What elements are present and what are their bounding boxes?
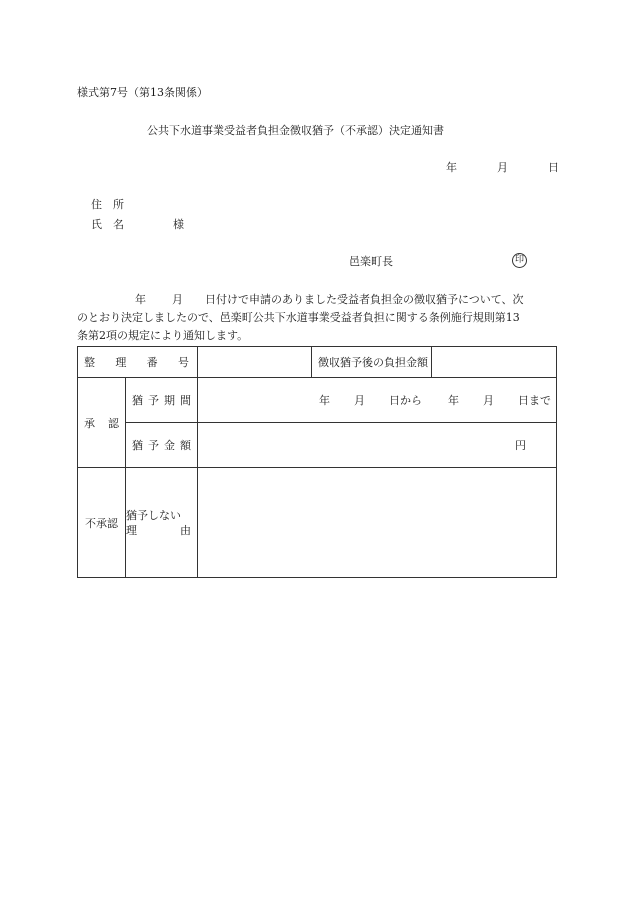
deferral-amount-field[interactable] <box>198 423 557 468</box>
reference-number-field[interactable] <box>198 347 312 378</box>
form-number: 様式第7号（第13条関係） <box>77 86 208 99</box>
amount-after-deferral-field[interactable] <box>432 347 557 378</box>
deferral-period-label: 猶 予 期 間 <box>126 378 198 423</box>
deferral-amount-label: 猶 予 金 額 <box>126 423 198 468</box>
document-title: 公共下水道事業受益者負担金徴収猶予（不承認）決定通知書 <box>147 124 444 137</box>
address-label: 住 所 <box>91 198 124 211</box>
date-year: 年 <box>446 161 457 174</box>
date-month: 月 <box>497 161 508 174</box>
amount-after-deferral-label: 徴収猶予後の負担金額 <box>312 347 432 378</box>
date-line <box>446 162 559 173</box>
non-deferral-reason-field[interactable] <box>198 468 557 578</box>
seal-mark: 印 <box>512 253 527 268</box>
yen-unit: 円 <box>515 439 526 452</box>
date-day: 日 <box>548 161 559 174</box>
honorific: 様 <box>173 218 184 231</box>
name-label: 氏 名 <box>91 218 124 231</box>
non-deferral-reason-label: 猶予しない 理 由 <box>126 468 198 578</box>
reference-number-label: 整 理 番 号 <box>78 347 198 378</box>
body-line-3: 条第2項の規定により通知します。 <box>77 329 249 342</box>
approval-label: 承 認 <box>78 378 126 468</box>
deferral-period-field[interactable]: 年 月 日から 年 月 日まで <box>198 378 557 423</box>
issuer-title: 邑楽町長 <box>349 255 393 268</box>
body-line-2: のとおり決定しましたので、邑楽町公共下水道事業受益者負担に関する条例施行規則第13 <box>77 311 520 324</box>
body-line-1: 年 月 日付けで申請のありました受益者負担金の徴収猶予について、次 <box>135 293 524 306</box>
disapproval-label: 不承認 <box>78 468 126 578</box>
decision-table <box>77 346 557 578</box>
